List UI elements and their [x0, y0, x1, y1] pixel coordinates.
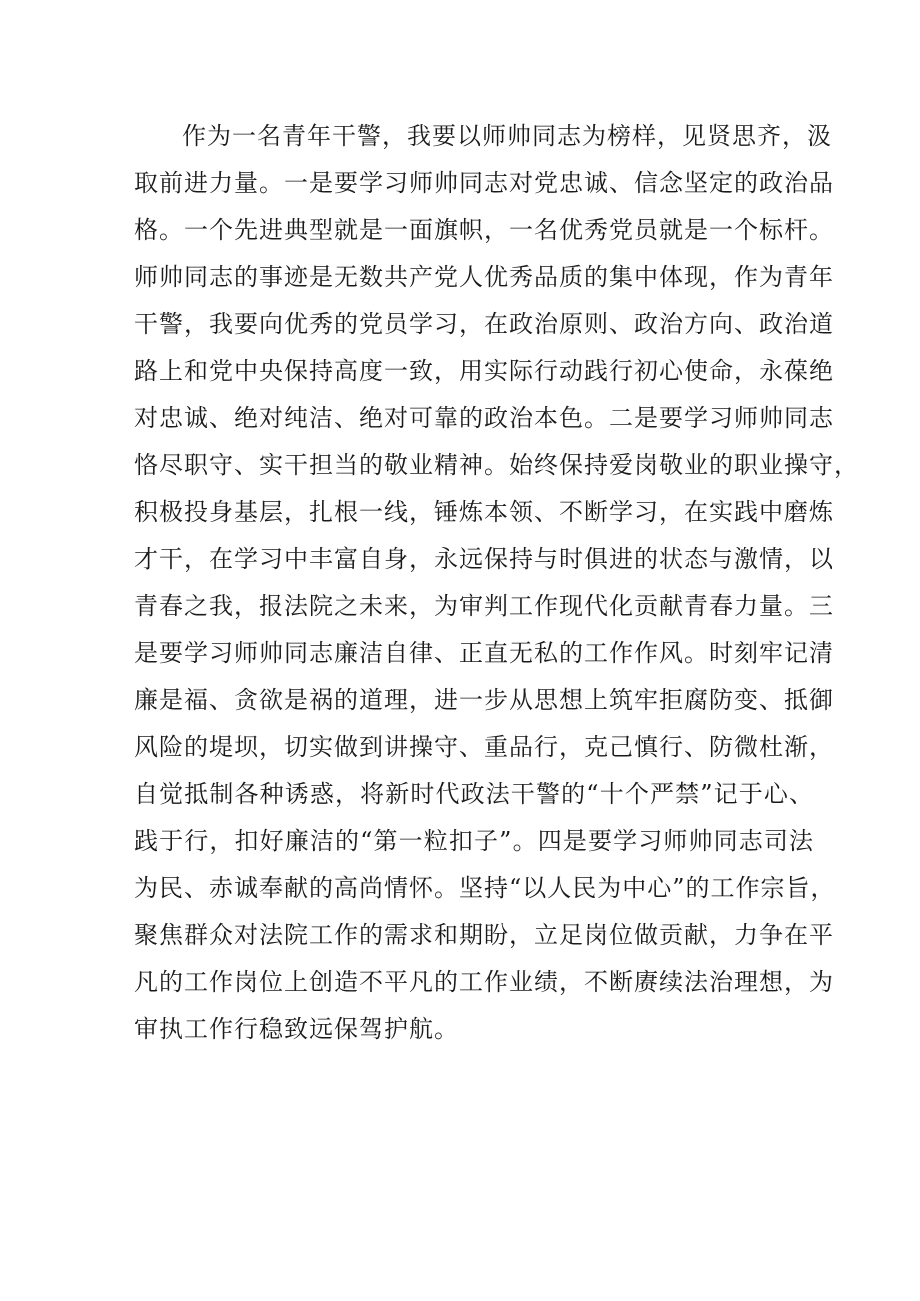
paragraph-line: 对忠诚、绝对纯洁、绝对可靠的政治本色。二是要学习师帅同志 [134, 404, 834, 432]
paragraph-line: 自觉抵制各种诱惑，将新时代政法干警的“十个严禁”记于心、 [134, 780, 814, 808]
paragraph-line: 风险的堤坝，切实做到讲操守、重品行，克己慎行、防微杜渐， [134, 733, 834, 761]
paragraph-line: 是要学习师帅同志廉洁自律、正直无私的工作作风。时刻牢记清 [134, 639, 834, 667]
paragraph-line: 格。一个先进典型就是一面旗帜，一名优秀党员就是一个标杆。 [134, 216, 834, 244]
paragraph-line: 作为一名青年干警，我要以师帅同志为榜样，见贤思齐，汲 [182, 122, 832, 150]
paragraph-line: 凡的工作岗位上创造不平凡的工作业绩，不断赓续法治理想，为 [134, 968, 834, 996]
paragraph-line: 师帅同志的事迹是无数共产党人优秀品质的集中体现，作为青年 [134, 263, 834, 291]
body-paragraph [134, 113, 859, 1053]
paragraph-line: 才干，在学习中丰富自身，永远保持与时俱进的状态与激情，以 [134, 545, 834, 573]
paragraph-line: 恪尽职守、实干担当的敬业精神。始终保持爱岗敬业的职业操守， [134, 451, 859, 479]
paragraph-line: 干警，我要向优秀的党员学习，在政治原则、政治方向、政治道 [134, 310, 834, 338]
paragraph-line: 践于行，扣好廉洁的“第一粒扣子”。四是要学习师帅同志司法 [134, 827, 814, 855]
paragraph-line: 审执工作行稳致远保驾护航。 [134, 1015, 459, 1043]
paragraph-line: 聚焦群众对法院工作的需求和期盼，立足岗位做贡献，力争在平 [134, 921, 834, 949]
paragraph-line: 取前进力量。一是要学习师帅同志对党忠诚、信念坚定的政治品 [134, 169, 834, 197]
paragraph-line: 路上和党中央保持高度一致，用实际行动践行初心使命，永葆绝 [134, 357, 834, 385]
paragraph-line: 廉是福、贪欲是祸的道理，进一步从思想上筑牢拒腐防变、抵御 [134, 686, 834, 714]
paragraph-line: 为民、赤诚奉献的高尚情怀。坚持“以人民为中心”的工作宗旨， [134, 874, 836, 902]
paragraph-line: 青春之我，报法院之未来，为审判工作现代化贡献青春力量。三 [134, 592, 834, 620]
paragraph-line: 积极投身基层，扎根一线，锤炼本领、不断学习，在实践中磨炼 [134, 498, 834, 526]
